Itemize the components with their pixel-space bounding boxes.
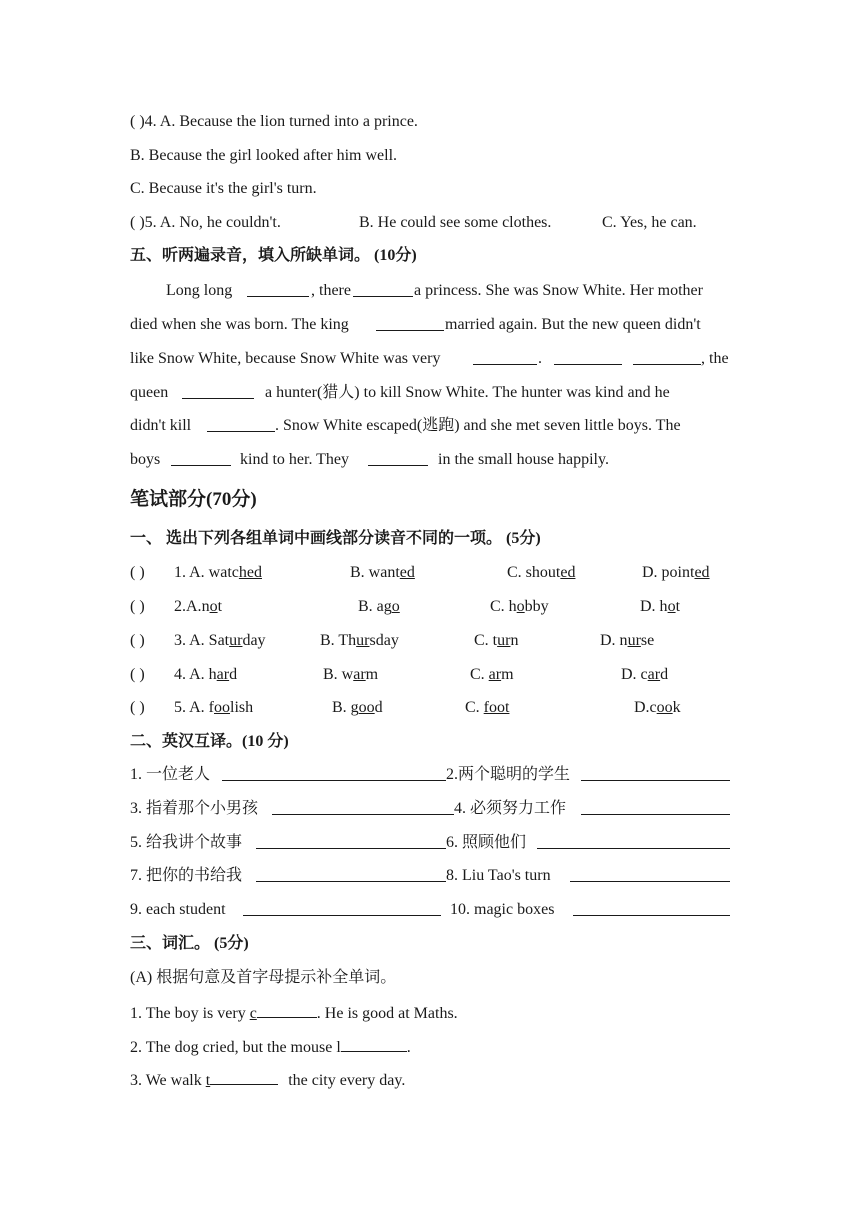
option-b: B. Thursday: [320, 632, 399, 649]
vocab-question-3: 3. We walk t the city every day.: [130, 1069, 405, 1091]
part-2-heading: 二、英汉互译。(10 分): [130, 733, 289, 750]
answer-paren: ( ): [130, 598, 145, 615]
part-3-instruction: (A) 根据句意及首字母提示补全单词。: [130, 969, 397, 986]
written-part-title: 笔试部分(70分): [130, 489, 257, 510]
option-a: 4. A. Because the lion turned into a prince.: [144, 113, 418, 130]
blank: [247, 281, 309, 297]
blank: [473, 349, 537, 365]
answer-paren: ( ): [130, 699, 145, 716]
blank: [257, 1002, 317, 1018]
passage-line-1: Long long , there a princess. She was Snow White. Her mother: [166, 282, 703, 299]
blank: [368, 450, 428, 466]
part-1-heading: 一、 选出下列各组单词中画线部分读音不同的一项。 (5分): [130, 530, 541, 547]
answer-paren: ( ): [130, 113, 145, 130]
blank: [222, 765, 446, 781]
option-c: C. arm: [470, 666, 514, 683]
option-c: C. Yes, he can.: [602, 214, 697, 231]
blank: [341, 1036, 407, 1052]
blank: [581, 799, 730, 815]
option-d: D. nurse: [600, 632, 655, 649]
blank: [182, 383, 254, 399]
answer-paren: ( ): [130, 666, 145, 683]
vocab-question-2: 2. The dog cried, but the mouse l .: [130, 1036, 411, 1058]
option-c: C. shouted: [507, 564, 576, 581]
option-b: B. ago: [358, 598, 400, 615]
blank: [272, 799, 454, 815]
translation-row: 5. 给我讲个故事 6. 照顾他们: [130, 833, 730, 853]
question-4-option-c: C. Because it's the girl's turn.: [130, 180, 317, 197]
option-b: B. warm: [323, 666, 379, 683]
question-4: [130, 112, 418, 132]
blank: [570, 866, 730, 882]
answer-paren: ( ): [130, 214, 145, 231]
option-a: 4. A. hard: [174, 666, 238, 683]
blank: [376, 315, 444, 331]
phonics-question: [130, 665, 730, 685]
translation-row: 7. 把你的书给我 8. Liu Tao's turn: [130, 866, 730, 886]
option-b: B. good: [332, 699, 383, 716]
translation-row: 1. 一位老人 2.两个聪明的学生: [130, 765, 730, 785]
phonics-question: [130, 597, 730, 617]
phonics-question: [130, 698, 730, 718]
option-a: 5. A. No, he couldn't.: [144, 214, 281, 231]
answer-paren: ( ): [130, 564, 145, 581]
translation-row: 9. each student 10. magic boxes: [130, 900, 730, 920]
blank: [210, 1069, 278, 1085]
answer-paren: ( ): [130, 632, 145, 649]
vocab-question-1: 1. The boy is very c . He is good at Maths.: [130, 1002, 458, 1024]
blank: [573, 900, 730, 916]
option-a: 1. A. watched: [174, 564, 262, 581]
option-c: C. hobby: [490, 598, 549, 615]
blank: [207, 416, 275, 432]
passage-line-5: didn't kill . Snow White escaped(逃跑) and she met seven little boys. The: [130, 417, 681, 434]
option-c: C. turn: [474, 632, 519, 649]
blank: [581, 765, 730, 781]
translation-row: 3. 指着那个小男孩 4. 必须努力工作: [130, 799, 730, 819]
option-a: 3. A. Saturday: [174, 632, 266, 649]
passage-line-6: boys kind to her. They in the small house happily.: [130, 451, 609, 468]
phonics-question: [130, 563, 730, 583]
option-d: D.cook: [634, 699, 681, 716]
blank: [171, 450, 231, 466]
passage-line-3: like Snow White, because Snow White was very . , the: [130, 350, 729, 367]
option-d: D. hot: [640, 598, 681, 615]
blank: [353, 281, 413, 297]
blank: [633, 349, 701, 365]
section-5-heading: 五、听两遍录音，填入所缺单词。 (10分): [130, 247, 417, 264]
blank: [243, 900, 441, 916]
option-a: 5. A. foolish: [174, 699, 254, 716]
option-d: D. pointed: [642, 564, 710, 581]
blank: [537, 833, 730, 849]
option-b: B. wanted: [350, 564, 415, 581]
blank: [554, 349, 622, 365]
question-4-option-b: B. Because the girl looked after him well.: [130, 147, 398, 164]
option-d: D. card: [621, 666, 669, 683]
option-c: C. foot: [465, 699, 510, 716]
part-3-heading: 三、词汇。 (5分): [130, 935, 249, 952]
passage-line-2: died when she was born. The king married again. But the new queen didn't: [130, 316, 701, 333]
question-5: [130, 213, 730, 233]
option-b: B. He could see some clothes.: [359, 214, 552, 231]
option-a: 2.A.not: [174, 598, 223, 615]
phonics-question: [130, 631, 730, 651]
blank: [256, 866, 446, 882]
passage-line-4: queen a hunter(猎人) to kill Snow White. The hunter was kind and he: [130, 384, 670, 401]
blank: [256, 833, 446, 849]
